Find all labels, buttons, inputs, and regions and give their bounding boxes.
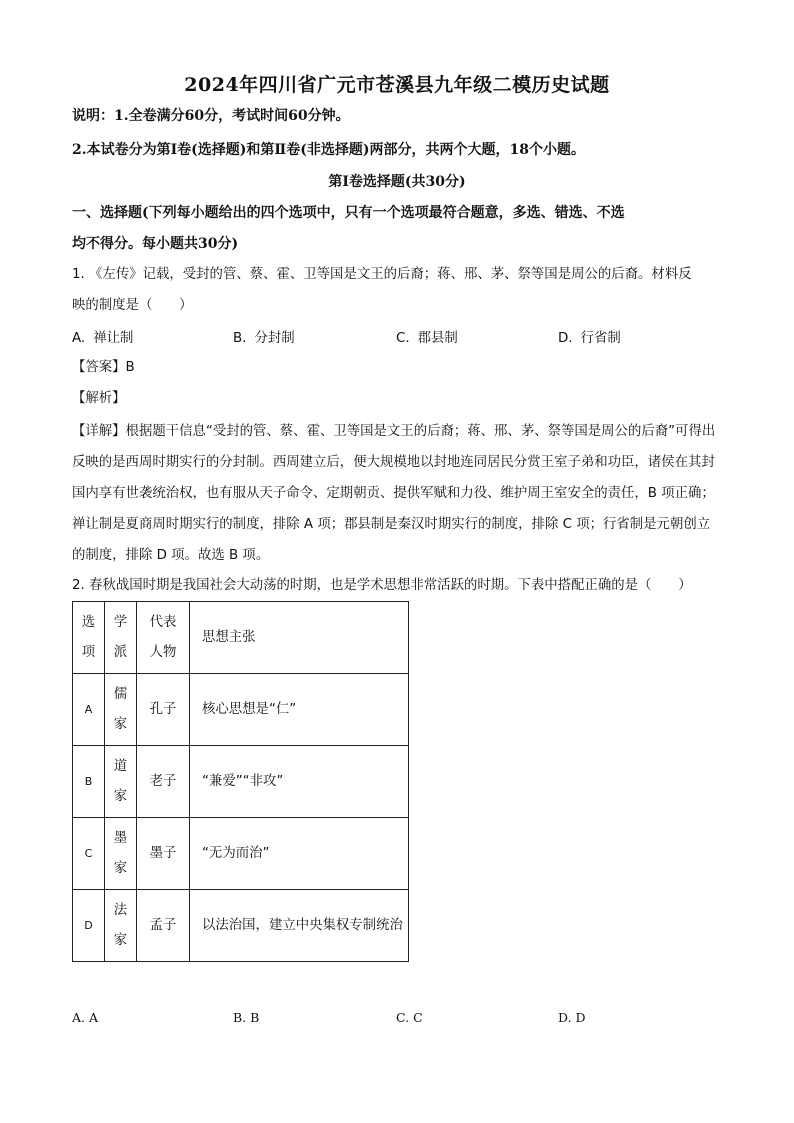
page-title: 2024年四川省广元市苍溪县九年级二模历史试题 [184, 74, 610, 96]
q1-detail: 【详解】根据题干信息“受封的管、蔡、霍、卫等国是文王的后裔；蒋、邢、茅、祭等国是周公的后裔”可得出反映的是西周时期实行的分封制。西周建立后，便大规模地以封地连同居民分赏王室子弟和功臣，诸侯在其封国内享有世袭统治权，也有服从天子命令、定期朝贡、提供军赋和力役、维护周王室安全的责任，B 项正确；禅让制是夏商周时期实行的制度，排除 A 项；郡县制是秦汉时期实行的制度，排除 C 项；行省制是元朝创立的制度，排除 D 项。故选 B 项。 [72, 424, 716, 563]
row-person: 孟子 [137, 890, 190, 962]
table-header-row [73, 602, 409, 674]
row-person: 孔子 [137, 674, 190, 746]
q1-analysis-tag: 【解析】 [72, 391, 126, 406]
q1-options [72, 327, 732, 347]
q2-stem: 2. 春秋战国时期是我国社会大动荡的时期，也是学术思想非常活跃的时期。下表中搭配正确的是（ ） [72, 578, 692, 593]
table-row [73, 818, 409, 890]
header-option: 选项 [73, 602, 105, 674]
q2-option-a[interactable]: A. A [72, 1010, 99, 1025]
q2-table [72, 601, 409, 962]
q2-option-b[interactable]: B. B [233, 1010, 260, 1025]
q1-option-b[interactable]: B. 分封制 [233, 331, 295, 346]
row-school: 儒家 [105, 674, 137, 746]
table-row [73, 890, 409, 962]
q2-options [72, 1010, 732, 1030]
q1-stem-line-1: 1. 《左传》记载，受封的管、蔡、霍、卫等国是文王的后裔；蒋、邢、茅、祭等国是周公的后裔。材料反 [72, 267, 692, 282]
row-idea: 核心思想是“仁” [190, 674, 409, 746]
exam-note-2: 2.本试卷分为第Ⅰ卷(选择题)和第Ⅱ卷(非选择题)两部分，共两个大题，18个小题。 [72, 142, 585, 158]
row-school: 法家 [105, 890, 137, 962]
table-row [73, 674, 409, 746]
header-person: 代表人物 [137, 602, 190, 674]
part-heading-line-1: 一、选择题(下列每小题给出的四个选项中，只有一个选项最符合题意，多选、错选、不选 [72, 205, 625, 221]
row-option: D [73, 890, 105, 962]
row-idea: “兼爱”“非攻” [190, 746, 409, 818]
section-title: 第Ⅰ卷选择题(共30分) [328, 174, 466, 190]
header-idea: 思想主张 [190, 602, 409, 674]
header-school: 学派 [105, 602, 137, 674]
row-school: 墨家 [105, 818, 137, 890]
row-idea: 以法治国，建立中央集权专制统治 [190, 890, 409, 962]
row-person: 墨子 [137, 818, 190, 890]
q1-option-d[interactable]: D. 行省制 [558, 331, 621, 346]
row-person: 老子 [137, 746, 190, 818]
q1-option-c[interactable]: C. 郡县制 [396, 331, 458, 346]
q1-stem-line-2: 映的制度是（ ） [72, 298, 193, 313]
part-heading-line-2: 均不得分。每小题共30分) [72, 236, 239, 252]
row-option: C [73, 818, 105, 890]
exam-note-1: 说明：1.全卷满分60分，考试时间60分钟。 [72, 108, 350, 124]
row-idea: “无为而治” [190, 818, 409, 890]
q2-option-c[interactable]: C. C [396, 1010, 423, 1025]
row-option: A [73, 674, 105, 746]
row-school: 道家 [105, 746, 137, 818]
q1-answer: 【答案】B [72, 360, 135, 375]
q1-option-a[interactable]: A. 禅让制 [72, 331, 134, 346]
table-row [73, 746, 409, 818]
row-option: B [73, 746, 105, 818]
q2-option-d[interactable]: D. D [558, 1010, 586, 1025]
